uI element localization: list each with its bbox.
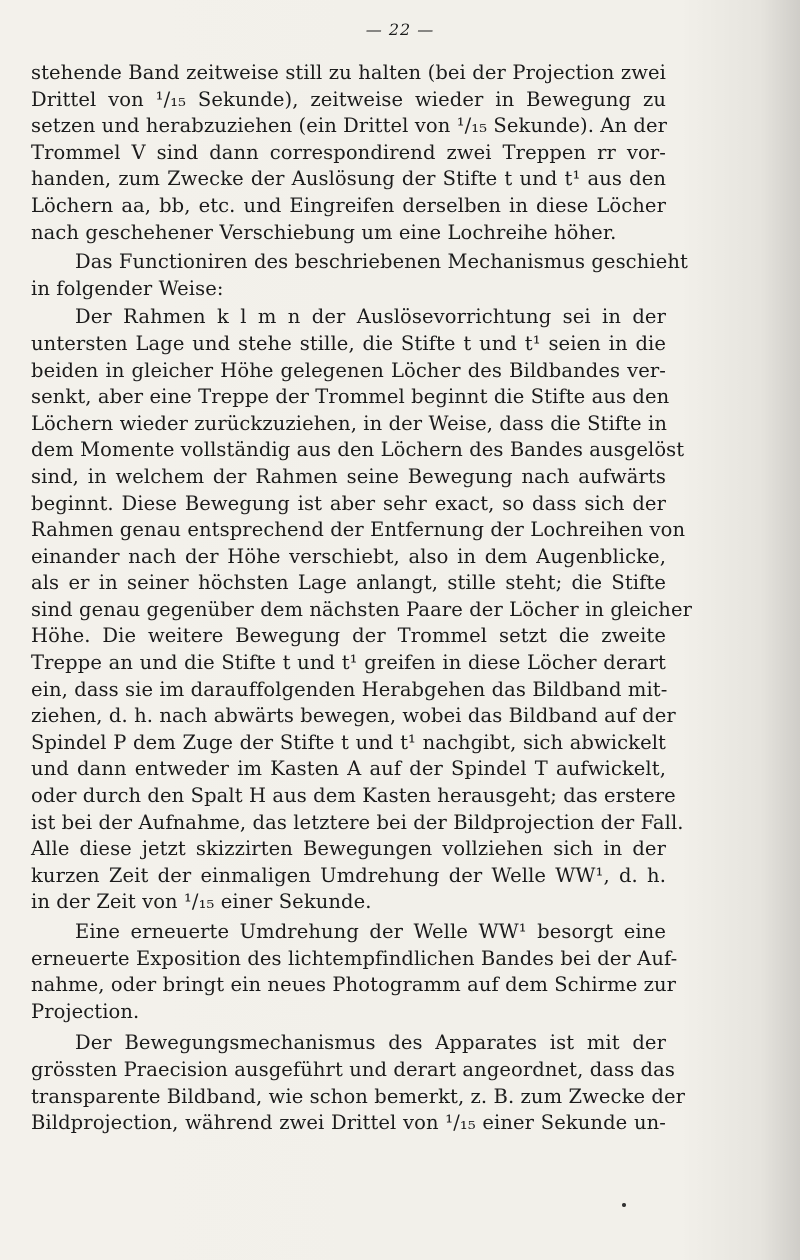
text-line: nach geschehener Verschiebung um eine Lochreihe höher. <box>31 220 617 244</box>
text-line: sind, in welchem der Rahmen seine Bewegung nach aufwärts <box>31 464 666 488</box>
text-line: Projection. <box>31 999 140 1023</box>
text-line: kurzen Zeit der einmaligen Umdrehung der Welle WW¹, d. h. <box>31 863 666 887</box>
ink-speck <box>622 1203 626 1207</box>
text-line: Trommel V sind dann correspondirend zwei Treppen rr vor- <box>31 140 666 164</box>
text-line: oder durch den Spalt H aus dem Kasten herausgeht; das erstere <box>31 784 676 808</box>
text-line: stehende Band zeitweise still zu halten (bei der Projection zwei <box>31 61 666 84</box>
text-line: Eine erneuerte Umdrehung der Welle WW¹ besorgt eine <box>75 920 666 943</box>
text-line: ist bei der Aufnahme, das letztere bei der Bildprojection der Fall. <box>31 810 684 834</box>
text-line: erneuerte Exposition des lichtempfindlichen Bandes bei der Auf- <box>31 946 678 970</box>
text-line: sind genau gegenüber dem nächsten Paare der Löcher in gleicher <box>31 597 693 621</box>
text-line: einander nach der Höhe verschiebt, also in dem Augenblicke, <box>31 544 666 568</box>
text-line: Löchern aa, bb, etc. und Eingreifen derselben in diese Löcher <box>31 193 666 217</box>
text-line: untersten Lage und stehe stille, die Stifte t und t¹ seien in die <box>31 331 666 355</box>
text-line: Der Bewegungsmechanismus des Apparates ist mit der <box>75 1031 666 1055</box>
text-line: Drittel von ¹/₁₅ Sekunde), zeitweise wieder in Bewegung zu <box>31 87 666 111</box>
text-line: in folgender Weise: <box>31 276 224 300</box>
text-line: Löchern wieder zurückzuziehen, in der Weise, dass die Stifte in <box>31 411 667 435</box>
text-line: dem Momente vollständig aus den Löchern des Bandes ausgelöst <box>31 438 685 462</box>
text-line: ziehen, d. h. nach abwärts bewegen, wobei das Bildband auf der <box>31 704 676 728</box>
text-line: transparente Bildband, wie schon bemerkt, z. B. zum Zwecke der <box>31 1084 686 1108</box>
text-line: als er in seiner höchsten Lage anlangt, stille steht; die Stifte <box>31 571 666 595</box>
text-line: Rahmen genau entsprechend der Entfernung der Lochreihen von <box>31 518 686 542</box>
text-line: Bildprojection, während zwei Drittel von ¹/₁₅ einer Sekunde un- <box>31 1111 666 1135</box>
text-line: Höhe. Die weitere Bewegung der Trommel setzt die zweite <box>31 624 666 648</box>
text-line: beiden in gleicher Höhe gelegenen Löcher des Bildbandes ver- <box>31 358 666 382</box>
text-line: Spindel P dem Zuge der Stifte t und t¹ nachgibt, sich abwickelt <box>31 730 666 754</box>
text-line: handen, zum Zwecke der Auslösung der Stifte t und t¹ aus den <box>31 167 666 191</box>
text-line: grössten Praecision ausgeführt und derart angeordnet, dass das <box>31 1057 675 1081</box>
text-line: setzen und herabzuziehen (ein Drittel von ¹/₁₅ Sekunde). An der <box>31 114 668 138</box>
text-line: und dann entweder im Kasten A auf der Spindel T aufwickelt, <box>31 757 666 781</box>
body-text <box>31 60 693 1137</box>
text-line: in der Zeit von ¹/₁₅ einer Sekunde. <box>31 890 372 914</box>
text-line: ein, dass sie im darauffolgenden Herabgehen das Bildband mit- <box>31 677 668 701</box>
text-line: Treppe an und die Stifte t und t¹ greifen in diese Löcher derart <box>31 651 666 675</box>
text-line: nahme, oder bringt ein neues Photogramm auf dem Schirme zur <box>31 973 677 997</box>
text-line: Alle diese jetzt skizzirten Bewegungen vollziehen sich in der <box>31 837 666 861</box>
text-line: Der Rahmen k l m n der Auslösevorrichtung sei in der <box>75 305 666 329</box>
text-line: senkt, aber eine Treppe der Trommel beginnt die Stifte aus den <box>31 385 670 409</box>
text-line: Das Functioniren des beschriebenen Mechanismus geschieht <box>75 250 688 274</box>
page-number: — 22 — <box>365 20 435 39</box>
text-line: beginnt. Diese Bewegung ist aber sehr exact, so dass sich der <box>31 491 666 515</box>
